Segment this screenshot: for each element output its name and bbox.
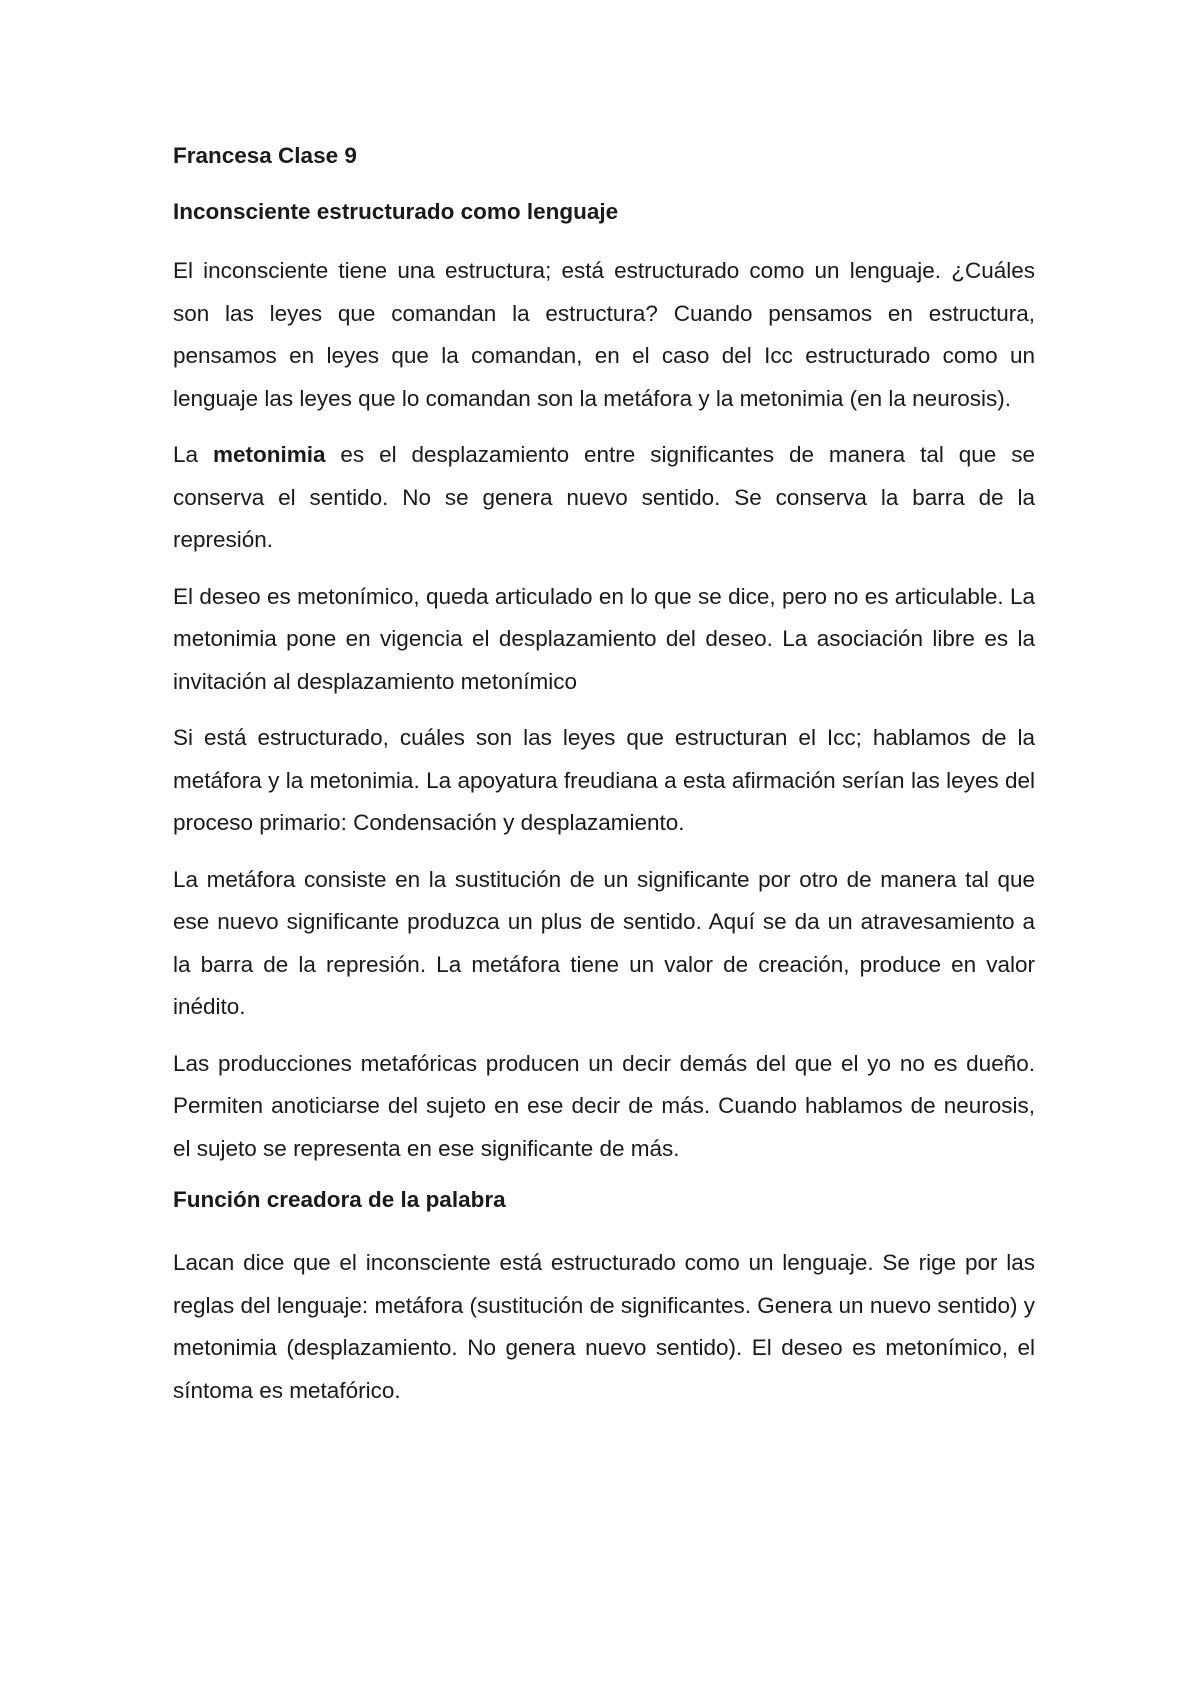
term-metonimia: metonimia xyxy=(212,442,326,467)
section-heading-funcion: Función creadora de la palabra xyxy=(173,1187,506,1212)
paragraph-estructura: El inconsciente tiene una estructura; está estructurado como un lenguaje. ¿Cuáles son las leyes que comandan la estructura? Cuando pensamos en estructura, pensamos en leyes que la comandan, en el caso del Icc estructurado como un lenguaje las leyes que lo comandan son la metáfora y la metonimia (en la neurosis). xyxy=(173,258,1035,411)
paragraph-metonimia-prefix: La xyxy=(173,442,213,467)
paragraph-metafora: La metáfora consiste en la sustitución de un significante por otro de manera tal que ese nuevo significante produzca un plus de sentido. Aquí se da un atravesamiento a la barra de la represión. La metáfora tiene un valor de creación, produce en valor inédito. xyxy=(173,866,1035,1019)
paragraph-producciones: Las producciones metafóricas producen un decir demás del que el yo no es dueño. Permiten anoticiarse del sujeto en ese decir de más. Cuando hablamos de neurosis, el sujeto se representa en ese significante de más. xyxy=(173,1050,1035,1161)
paragraph-lacan: Lacan dice que el inconsciente está estructurado como un lenguaje. Se rige por las reglas del lenguaje: metáfora (sustitución de significantes. Genera un nuevo sentido) y metonimia (desplazamiento. No genera nuevo sentido). El deseo es metonímico, el síntoma es metafórico. xyxy=(173,1250,1035,1403)
paragraph-leyes: Si está estructurado, cuáles son las leyes que estructuran el Icc; hablamos de la metáfora y la metonimia. La apoyatura freudiana a esta afirmación serían las leyes del proceso primario: Condensación y desplazamiento. xyxy=(173,725,1035,835)
section-heading-inconsciente: Inconsciente estructurado como lenguaje xyxy=(173,199,619,224)
paragraph-metonimia-suffix: es el desplazamiento entre significantes de manera tal que se conserva el sentido. No se genera nuevo sentido. Se conserva la barra de la represión. xyxy=(173,442,1036,552)
paragraph-metonimia xyxy=(173,434,1035,562)
paragraph-deseo: El deseo es metonímico, queda articulado en lo que se dice, pero no es articulable. La metonimia pone en vigencia el desplazamiento del deseo. La asociación libre es la invitación al desplazamiento metonímico xyxy=(173,583,1035,694)
document-title: Francesa Clase 9 xyxy=(173,143,357,168)
